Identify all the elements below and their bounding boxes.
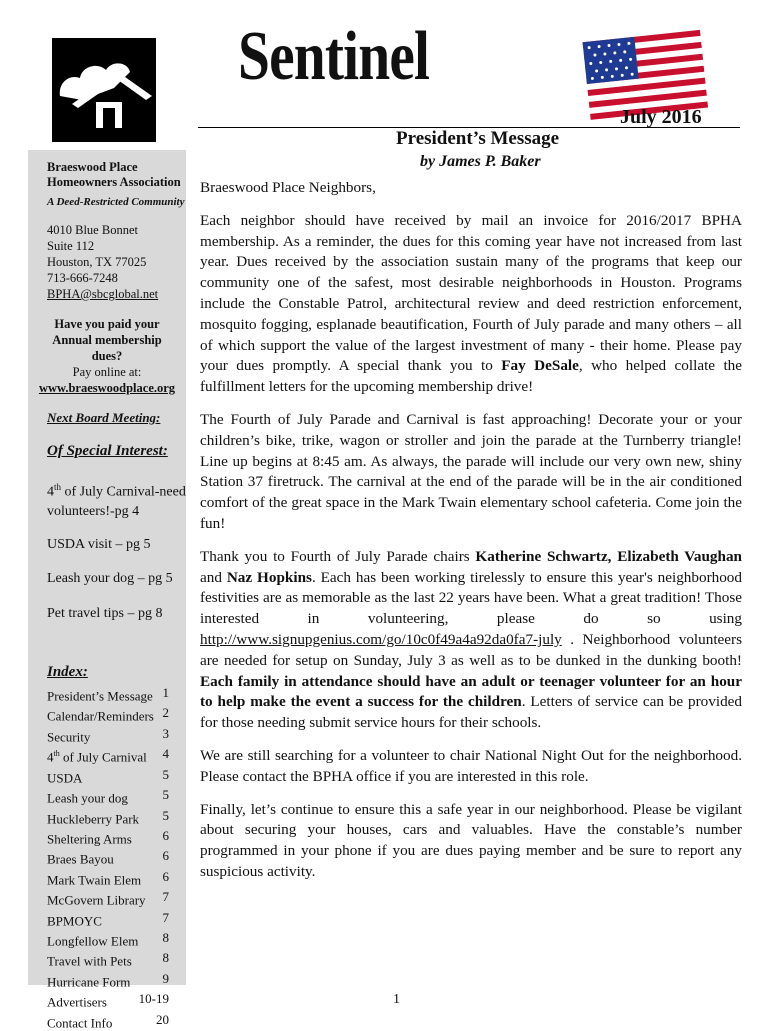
dues-question-line1: Have you paid your: [54, 317, 160, 331]
paragraph-dues: Each neighbor should have received by mail an invoice for 2016/2017 BPHA membership. As a reminder, the dues for this coming year have not increased from last year. Dues received by the association sustain many of the programs that keep our community one of the safest, most desirable neighborhoods in Houston. Programs include the Constable Patrol, architectural review and deed restriction enforcement, mosquito fogging, esplanade beautification, Fourth of July parade and many others – all of which support the value of the largest investment of many - their home. Please pay your dues promptly. A special thank you to Fay DeSale, who helped collate the fulfillment letters for the upcoming membership drive!: [200, 211, 742, 396]
special-interest-heading: Of Special Interest:: [47, 443, 168, 459]
house-icon: [52, 38, 156, 142]
index-heading: Index:: [47, 664, 88, 680]
index-row: Security 3: [47, 725, 169, 745]
dues-question-line2: Annual membership: [52, 333, 162, 347]
salutation: Braeswood Place Neighbors,: [200, 179, 376, 196]
article-body: [200, 178, 742, 895]
next-board-meeting: Next Board Meeting:: [47, 410, 161, 425]
paragraph-safety: Finally, let’s continue to ensure this a safe year in our neighborhood. Please be vigilant about securing your houses, cars and valuables. Have the constable’s number programmed in your phone if you are dues paying member and be sure to report any suspicious activity.: [200, 800, 742, 880]
paragraph-parade: The Fourth of July Parade and Carnival is fast approaching! Decorate your or your children’s bike, trike, wagon or stroller and join the parade at the Turnberry triangle! Line up begins at 8:45 am. As always, the parade will include our very own new, shiny Station 37 firetruck. The carnival at the end of the parade will be in the air conditioned comfort of the great space in the Mark Twain elementary school cafeteria. Come join the fun!: [200, 410, 742, 532]
index-row: BPMOYC 7: [47, 909, 169, 928]
index-row: President’s Message 1: [47, 685, 169, 704]
index-row: Travel with Pets 8: [47, 950, 169, 969]
association-name: [47, 160, 181, 190]
website-link[interactable]: www.braeswoodplace.org: [38, 381, 176, 395]
index-list: [47, 684, 169, 1031]
signup-link[interactable]: http://www.signupgenius.com/go/10c0f49a4a92da0fa7-july: [200, 630, 562, 648]
association-name-line1: Braeswood Place: [47, 160, 138, 174]
index-row: USDA 5: [47, 766, 169, 786]
special-interest-item: USDA visit – pg 5: [47, 537, 151, 552]
index-row: Hurricane Form 9: [47, 970, 169, 990]
index-row: Advertisers 10-19: [47, 991, 169, 1010]
phone-number: 713-666-7248: [47, 271, 118, 285]
index-row: Braes Bayou 6: [47, 848, 169, 867]
address-line: 4010 Blue Bonnet: [47, 223, 138, 237]
dues-question-line3: dues?: [91, 349, 123, 363]
special-interest-item: Leash your dog – pg 5: [47, 571, 173, 586]
index-row: Longfellow Elem 8: [47, 930, 169, 949]
special-interest-item: Pet travel tips – pg 8: [47, 606, 163, 621]
index-row: Sheltering Arms 6: [47, 827, 169, 847]
address-line: Houston, TX 77025: [47, 255, 147, 269]
article-byline: by James P. Baker: [420, 153, 541, 170]
index-row: 4th of July Carnival 4: [47, 746, 169, 765]
index-row: Mark Twain Elem 6: [47, 868, 169, 888]
special-interest-item: 4th of July Carnival-need volunteers!-pg 4: [47, 482, 186, 519]
association-address: [47, 222, 158, 302]
index-row: Contact Info 20: [47, 1011, 169, 1031]
association-tagline: A Deed-Restricted Community: [47, 196, 185, 208]
pay-online-label: Pay online at:: [72, 365, 142, 379]
index-row: McGovern Library 7: [47, 889, 169, 908]
index-row: Leash your dog 5: [47, 787, 169, 806]
newsletter-title: Sentinel: [238, 18, 430, 95]
article-title: President’s Message: [396, 128, 560, 149]
association-logo: [52, 38, 156, 142]
association-name-line2: Homeowners Association: [47, 175, 181, 189]
dues-reminder: [33, 316, 181, 396]
index-row: Calendar/Reminders 2: [47, 705, 169, 724]
paragraph-volunteers: Thank you to Fourth of July Parade chairs Katherine Schwartz, Elizabeth Vaughan and Naz Hopkins. Each has been working tirelessly to ensure this year's neighborhood festivities are as memorable as the last 22 years have been. What a great tradition! Those interested in volunteering, please do so using http://www.signupgenius.com/go/10c0f49a4a92da0fa7-july . Neighborhood volunteers are needed for setup on Sunday, July 3 as well as to be dunked in the dunking booth! Each family in attendance should have an adult or teenager volunteer for an hour to help make the event a success for the children. Letters of service can be provided for those needing submit service hours for their schools.: [200, 547, 742, 732]
page-number: 1: [393, 992, 400, 1007]
paragraph-night-out: We are still searching for a volunteer to chair National Night Out for the neighborhood. Please contact the BPHA office if you are interested in this role.: [200, 746, 742, 785]
index-row: Huckleberry Park 5: [47, 807, 169, 826]
address-line: Suite 112: [47, 239, 95, 253]
issue-date: July 2016: [620, 106, 702, 128]
email-link[interactable]: BPHA@sbcglobal.net: [47, 287, 159, 301]
